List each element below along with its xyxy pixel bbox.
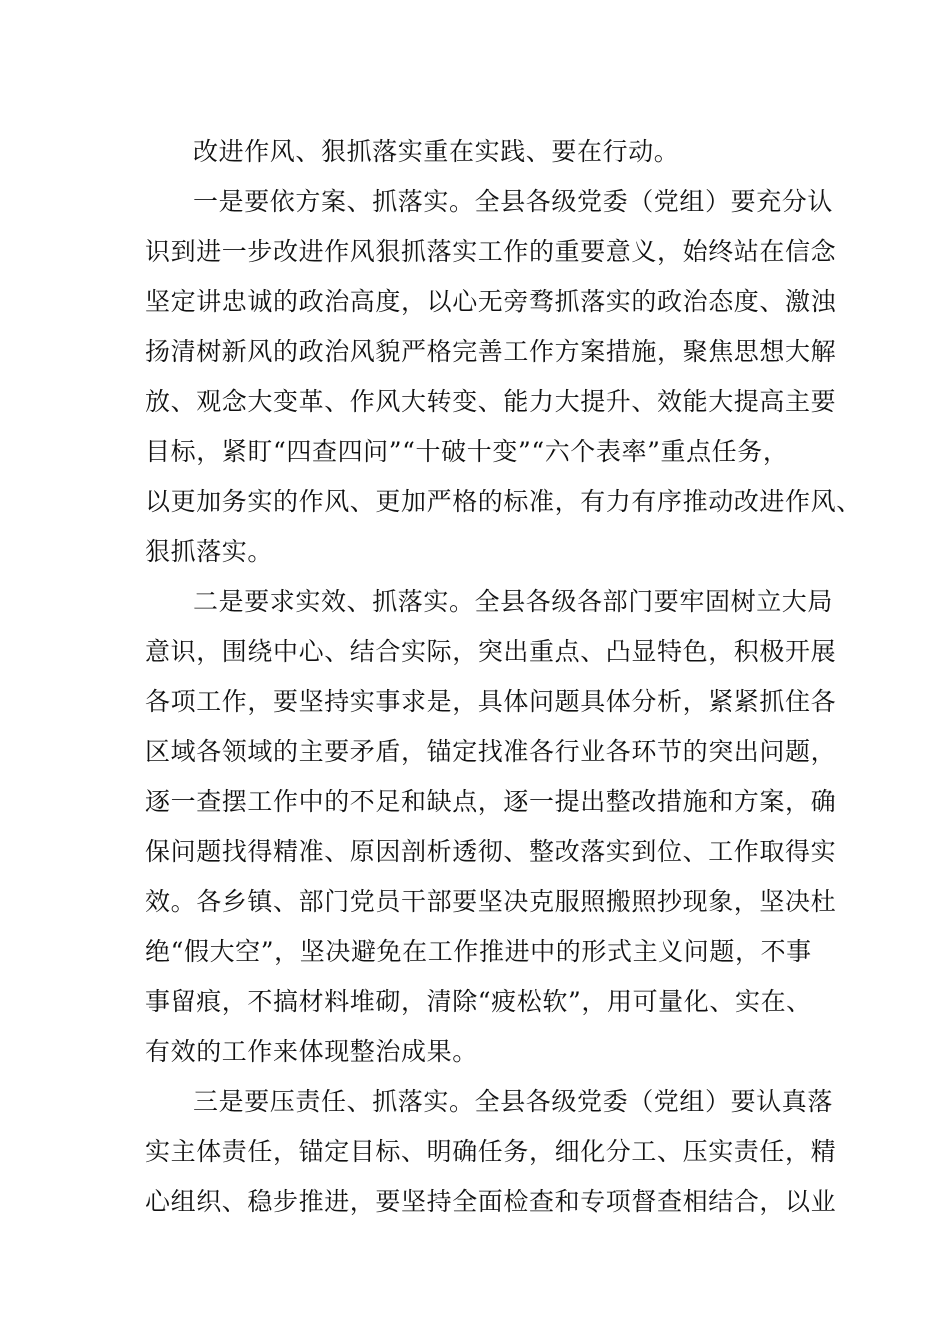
- text-line: 狠抓落实。: [145, 537, 274, 566]
- text-line: 以更加务实的作风、更加严格的标准，有力有序推动改进作风、: [145, 487, 862, 516]
- text-line: 事留痕，不搞材料堆砌，清除“疲松软”，用可量化、实在、: [145, 987, 812, 1016]
- text-line: 效。各乡镇、部门党员干部要坚决克服照搬照抄现象，坚决杜: [145, 887, 837, 916]
- text-line: 各项工作，要坚持实事求是，具体问题具体分析，紧紧抓住各: [145, 687, 837, 716]
- text-line: 目标，紧盯“四查四问”“十破十变”“六个表率”重点任务，: [145, 437, 789, 466]
- text-line: 区域各领域的主要矛盾，锚定找准各行业各环节的突出问题，: [145, 737, 837, 766]
- text-line: 扬清树新风的政治风貌严格完善工作方案措施，聚焦思想大解: [145, 337, 837, 366]
- text-line: 坚定讲忠诚的政治高度，以心无旁骛抓落实的政治态度、激浊: [145, 287, 837, 316]
- text-line: 绝“假大空”，坚决避免在工作推进中的形式主义问题，不事: [145, 937, 812, 966]
- text-line: 实主体责任，锚定目标、明确任务，细化分工、压实责任，精: [145, 1137, 837, 1166]
- text-line: 意识，围绕中心、结合实际，突出重点、凸显特色，积极开展: [145, 637, 837, 666]
- paragraph-3-first-line: 三是要压责任、抓落实。全县各级党委（党组）要认真落: [193, 1087, 834, 1116]
- text-line: 逐一查摆工作中的不足和缺点，逐一提出整改措施和方案，确: [145, 787, 837, 816]
- text-line: 保问题找得精准、原因剖析透彻、整改落实到位、工作取得实: [145, 837, 837, 866]
- text-line: 放、观念大变革、作风大转变、能力大提升、效能大提高主要: [145, 387, 837, 416]
- paragraph-2-first-line: 二是要求实效、抓落实。全县各级各部门要牢固树立大局: [193, 587, 834, 616]
- text-line: 改进作风、狠抓落实重在实践、要在行动。: [193, 137, 680, 166]
- text-line: 有效的工作来体现整治成果。: [145, 1037, 478, 1066]
- text-line: 识到进一步改进作风狠抓落实工作的重要意义，始终站在信念: [145, 237, 837, 266]
- paragraph-1-first-line: 一是要依方案、抓落实。全县各级党委（党组）要充分认: [193, 187, 834, 216]
- text-line: 心组织、稳步推进，要坚持全面检查和专项督查相结合，以业: [145, 1187, 837, 1216]
